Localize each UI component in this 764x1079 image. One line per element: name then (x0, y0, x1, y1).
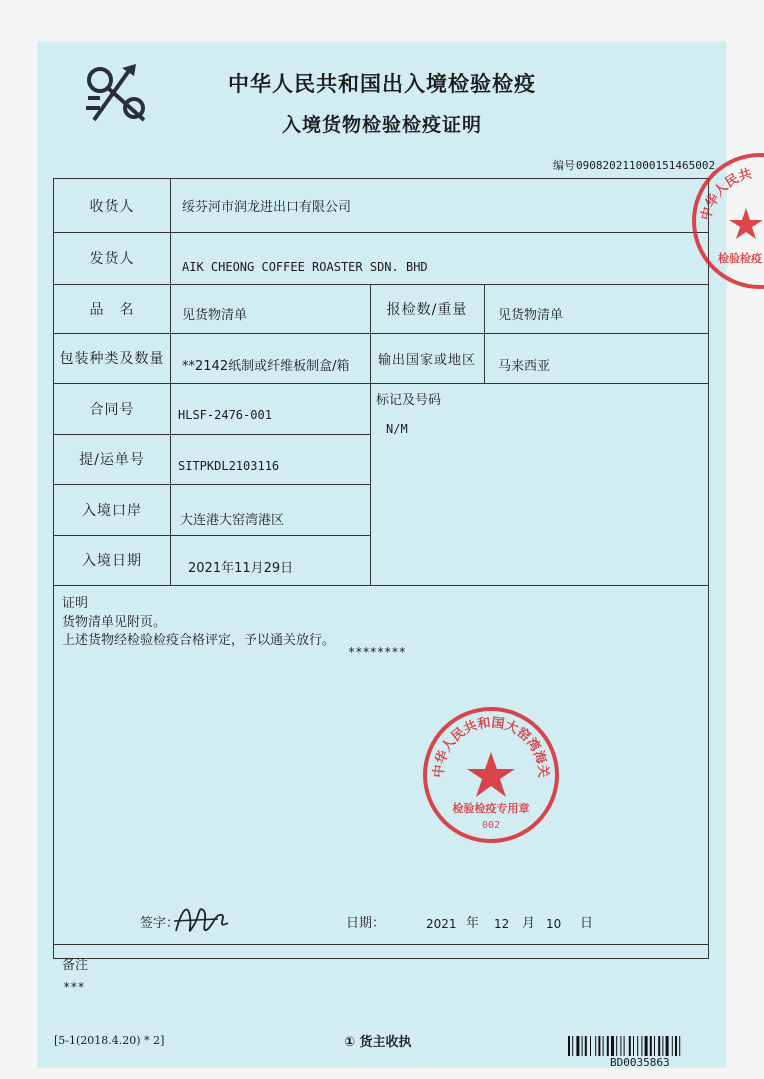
barcode-bar (629, 1036, 631, 1056)
barcode-bar (666, 1036, 669, 1056)
barcode-bar (662, 1036, 663, 1056)
handwritten-signature (172, 899, 232, 941)
goods-value: 见货物清单 (182, 308, 248, 323)
barcode-bar (607, 1036, 609, 1056)
consignee-value: 绥芬河市润龙进出口有限公司 (182, 200, 352, 215)
export-country-label: 输出国家或地区 (377, 352, 476, 368)
date-year-unit: 年 (466, 915, 480, 931)
barcode-bar (641, 1036, 642, 1056)
barcode-bar (572, 1036, 573, 1056)
barcode-bar (590, 1036, 591, 1056)
official-seal (420, 704, 562, 846)
marks-label: 标记及号码 (376, 392, 442, 408)
form-code: [5-1(2018.4.20) * 2] (54, 1034, 165, 1047)
remarks-value: *** (63, 980, 85, 994)
date-month: 12 (494, 917, 510, 931)
barcode-bar (675, 1036, 677, 1056)
seal-top-text: 中华人民共和国大窑湾海关 (431, 715, 551, 779)
barcode-bar (637, 1036, 638, 1056)
date-month-unit: 月 (522, 915, 536, 931)
barcode-bar (598, 1036, 600, 1056)
consignor-label: 发货人 (89, 251, 135, 267)
column-divider (170, 179, 171, 585)
seal-code: 002 (481, 820, 501, 831)
consignor-value: AIK CHEONG COFFEE ROASTER SDN. BHD (182, 260, 428, 274)
goods-label: 品 名 (89, 301, 135, 318)
barcode-bar (650, 1036, 652, 1056)
date-day: 10 (546, 917, 562, 931)
certificate-number-value: 090820211000151465002 (576, 159, 716, 172)
barcode-bar (595, 1036, 596, 1056)
barcode-bar (611, 1036, 614, 1056)
barcode-bar (645, 1036, 648, 1056)
barcode-bar (568, 1036, 570, 1056)
certification-line-1: 货物清单见附页。 (62, 614, 167, 630)
corner-seal-star-icon (729, 208, 763, 239)
barcode-number: BD0035863 (610, 1056, 670, 1069)
marks-value: N/M (386, 422, 408, 436)
certificate-number-label: 编号 (553, 159, 575, 172)
seal-star-icon (467, 752, 515, 797)
certification-line-2: 上述货物经检验检疫合格评定，予以通关放行。 (62, 632, 336, 648)
document-title: 中华人民共和国出入境检验检疫 (228, 72, 536, 96)
certification-stars: ******** (348, 645, 406, 659)
export-country-value: 马来西亚 (498, 358, 551, 374)
barcode-bar (582, 1036, 583, 1056)
entry-date-value: 2021年11月29日 (188, 560, 294, 576)
barcode-bar (624, 1036, 625, 1056)
quantity-weight-label: 报检数/重量 (386, 301, 468, 318)
column-divider (484, 284, 485, 384)
bl-no-value: SITPKDL2103116 (178, 459, 280, 473)
barcode-bar (633, 1036, 634, 1056)
date-label: 日期： (346, 915, 386, 931)
barcode-bar (603, 1036, 604, 1056)
quantity-weight-value: 见货物清单 (498, 308, 564, 323)
copy-label: ① 货主收执 (344, 1035, 412, 1050)
corner-seal (688, 146, 764, 296)
packaging-label: 包装种类及数量 (59, 351, 165, 367)
barcode-bar (654, 1036, 655, 1056)
remarks-label: 备注 (62, 957, 89, 973)
barcode-bar (616, 1036, 617, 1056)
contract-no-value: HLSF-2476-001 (178, 407, 272, 422)
document-subtitle: 入境货物检验检疫证明 (281, 114, 482, 136)
bl-no-label: 提/运单号 (79, 452, 145, 468)
seal-bottom-text: 检验检疫专用章 (452, 802, 530, 815)
entry-port-value: 大连港大窑湾港区 (180, 513, 285, 528)
barcode-bar (679, 1036, 680, 1056)
barcode-bar (585, 1036, 587, 1056)
date-day-unit: 日 (580, 915, 594, 931)
barcode-icon (568, 1036, 716, 1056)
barcode-bar (658, 1036, 660, 1056)
date-year: 2021 (426, 917, 457, 931)
corner-seal-top-text: 中华人民共 (698, 166, 754, 223)
barcode-bar (576, 1036, 579, 1056)
row-divider (54, 585, 708, 586)
entry-port-label: 入境口岸 (82, 502, 142, 519)
row-divider (54, 944, 708, 945)
contract-no-label: 合同号 (89, 401, 135, 418)
barcode-bar (620, 1036, 621, 1056)
corner-seal-bottom-text: 检验检疫 (718, 252, 762, 265)
signature-label: 签字： (140, 915, 180, 931)
certification-label: 证明 (62, 595, 89, 611)
consignee-label: 收货人 (89, 198, 135, 215)
barcode-bar (672, 1036, 673, 1056)
entry-date-label: 入境日期 (82, 553, 142, 569)
packaging-value: **2142纸制或纤维板制盒/箱 (182, 358, 350, 374)
certificate-table (53, 178, 709, 973)
